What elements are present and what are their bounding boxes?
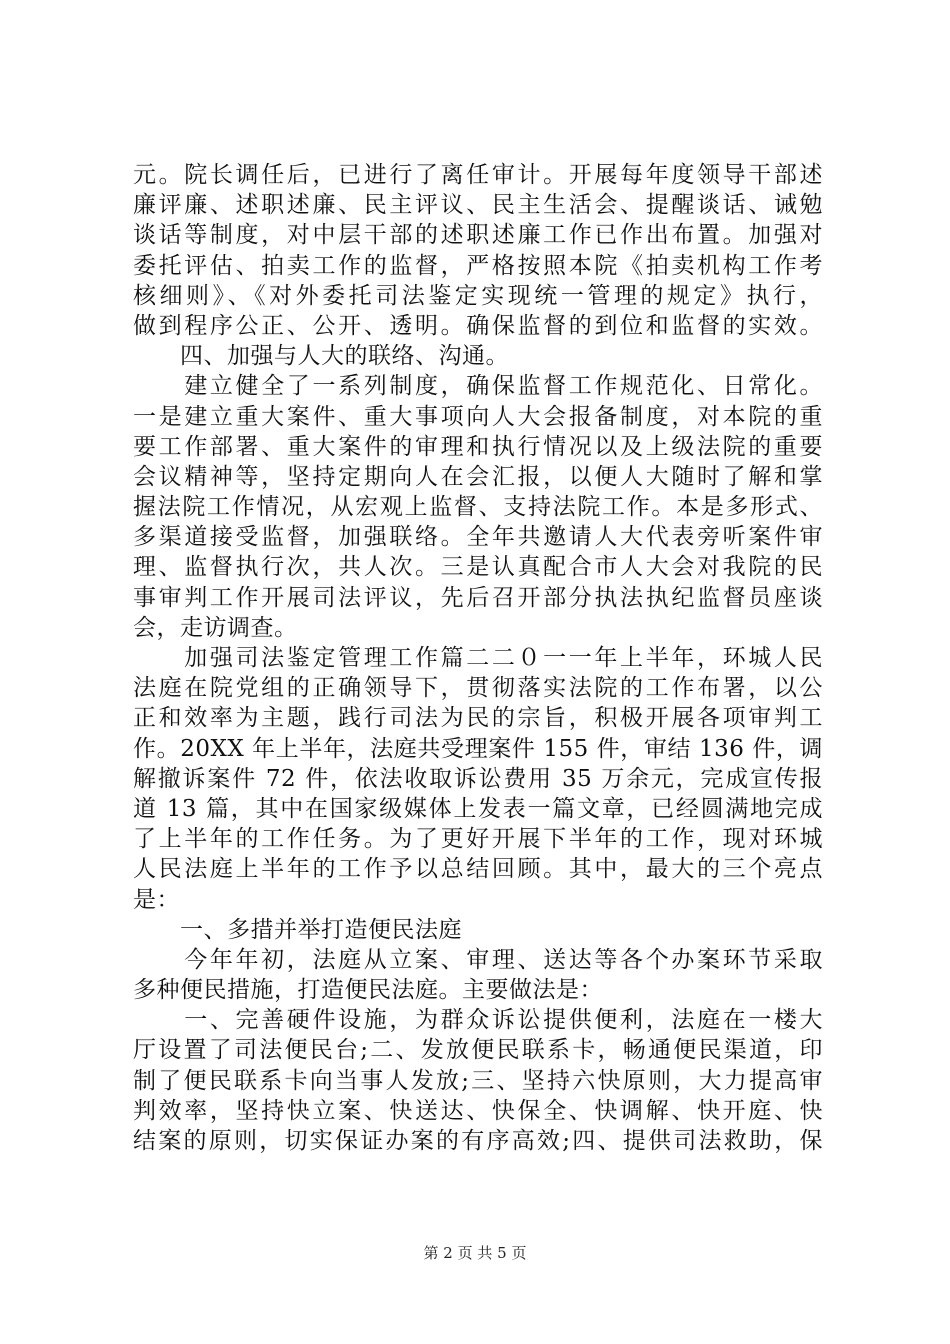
text-line: 谈话等制度，对中层干部的述职述廉工作已作出布置。加强对: [133, 222, 823, 249]
text-line: 建立健全了一系列制度，确保监督工作规范化、日常化。: [133, 373, 823, 400]
section-heading: 四、加强与人大的联络、沟通。: [133, 343, 509, 370]
text-line: 会，走访调查。: [133, 614, 298, 641]
text-line: 握法院工作情况，从宏观上监督、支持法院工作。本是多形式、: [133, 494, 823, 521]
text-line: 加强司法鉴定管理工作篇二二０一一年上半年，环城人民: [133, 645, 823, 671]
text-line: 元。院长调任后，已进行了离任审计。开展每年度领导干部述: [133, 162, 823, 188]
text-line: 法庭在院党组的正确领导下，贯彻落实法院的工作布署，以公: [133, 675, 823, 702]
text-line: 理、监督执行次，共人次。三是认真配合市人大会对我院的民: [133, 554, 823, 581]
text-line: 解撤诉案件 72 件，依法收取诉讼费用 35 万余元，完成宣传报: [133, 765, 823, 792]
text-line: 制了便民联系卡向当事人发放;三、坚持六快原则，大力提高审: [133, 1067, 823, 1094]
body-text: [133, 160, 823, 1156]
text-line: 是：: [133, 886, 180, 913]
text-line: 做到程序公正、公开、透明。确保监督的到位和监督的实效。: [133, 312, 823, 339]
text-line: 了上半年的工作任务。为了更好开展下半年的工作，现对环城: [133, 826, 823, 853]
text-line: 厅设置了司法便民台;二、发放便民联系卡，畅通便民渠道，印: [133, 1037, 823, 1064]
text-line: 委托评估、拍卖工作的监督，严格按照本院《拍卖机构工作考: [133, 252, 823, 279]
text-line: 多渠道接受监督，加强联络。全年共邀请人大代表旁听案件审: [133, 524, 823, 551]
page-footer: 第 2 页 共 5 页: [423, 1244, 527, 1262]
text-line: 多种便民措施，打造便民法庭。主要做法是：: [133, 977, 603, 1004]
text-line: 判效率，坚持快立案、快送达、快保全、快调解、快开庭、快: [133, 1097, 823, 1124]
text-line: 今年年初，法庭从立案、审理、送达等各个办案环节采取: [133, 946, 823, 973]
text-line: 核细则》、《对外委托司法鉴定实现统一管理的规定》执行，: [133, 282, 823, 309]
text-line: 结案的原则，切实保证办案的有序高效;四、提供司法救助，保: [133, 1128, 823, 1154]
text-line: 要工作部署、重大案件的审理和执行情况以及上级法院的重要: [133, 433, 823, 460]
text-line: 一、完善硬件设施，为群众诉讼提供便利，法庭在一楼大: [133, 1007, 823, 1034]
text-line: 作。20XX 年上半年，法庭共受理案件 155 件，审结 136 件，调: [133, 735, 823, 762]
text-line: 会议精神等，坚持定期向人在会汇报，以便人大随时了解和掌: [133, 463, 823, 490]
text-line: 事审判工作开展司法评议，先后召开部分执法执纪监督员座谈: [133, 584, 823, 611]
text-line: 廉评廉、述职述廉、民主评议、民主生活会、提醒谈话、诫勉: [133, 192, 823, 219]
text-line: 人民法庭上半年的工作予以总结回顾。其中，最大的三个亮点: [133, 856, 823, 883]
text-line: 道 13 篇，其中在国家级媒体上发表一篇文章，已经圆满地完成: [133, 795, 823, 822]
section-heading: 一、多措并举打造便民法庭: [133, 916, 462, 943]
text-line: 一是建立重大案件、重大事项向人大会报备制度，对本院的重: [133, 403, 823, 430]
text-line: 正和效率为主题，践行司法为民的宗旨，积极开展各项审判工: [133, 705, 823, 732]
